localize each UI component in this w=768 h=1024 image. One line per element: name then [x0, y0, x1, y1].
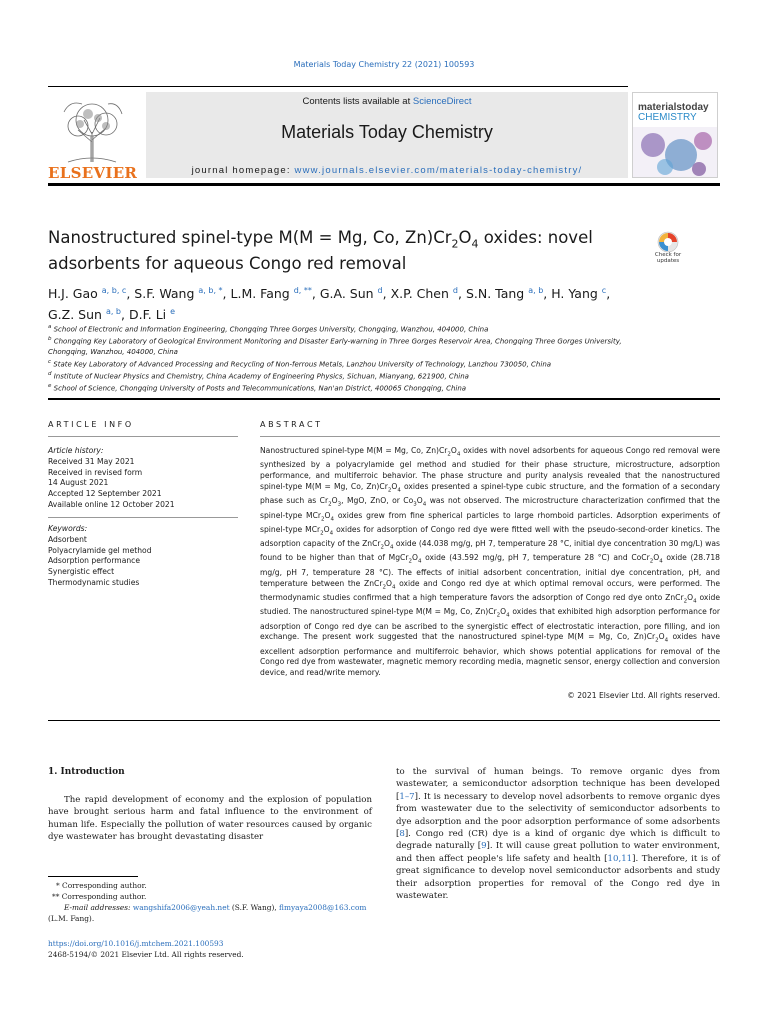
- text-segment: , MgO, ZnO, or Co: [341, 496, 414, 506]
- author[interactable]: [129, 307, 175, 322]
- author[interactable]: [134, 286, 222, 301]
- citation-link[interactable]: 9: [481, 841, 487, 852]
- email-link[interactable]: flmyaya2008@163.com: [279, 903, 367, 912]
- text-segment: oxide (44.038 mg/g, pH 7, temperature 28 °C, initial dye concentration 30 mg/L) was found to be higher than that of MgCr: [260, 539, 720, 563]
- masthead-top-rule: [48, 86, 628, 87]
- email-link[interactable]: wangshifa2006@yeah.net: [132, 903, 230, 912]
- affiliation-key: a: [48, 324, 52, 330]
- text-segment: oxides with novel adsorbents for aqueous Congo red removal were synthesized by a polyacrylamide gel method and studied for their phase structure, microstructure, adsorption performance, and multiferroic behavior. The phase structure and purity analysis revealed that the nanostructured spinel-type M(M = Mg, Co, Zn)Cr: [260, 446, 720, 491]
- abstract-subscript: 4: [664, 637, 669, 644]
- text-segment: O: [687, 592, 694, 602]
- text-segment: oxide (43.592 mg/g, pH 7, temperature 28 °C) and CoCr: [421, 553, 650, 563]
- abstract-subscript: 4: [330, 516, 334, 523]
- keywords-rule: [48, 517, 238, 518]
- footnote-rule: [48, 876, 138, 877]
- title-subscript: 4: [471, 237, 479, 251]
- keywords-label: Keywords:: [48, 524, 88, 533]
- author-name: G.A. Sun: [319, 286, 374, 302]
- abstract-subscript: 4: [390, 544, 394, 551]
- journal-title: Materials Today Chemistry: [281, 122, 493, 142]
- abstract-text: [260, 446, 720, 679]
- author[interactable]: [48, 286, 126, 301]
- author-affiliation-marker[interactable]: a, b, c: [101, 286, 127, 295]
- doi-link[interactable]: https://doi.org/10.1016/j.mtchem.2021.100593: [48, 939, 224, 948]
- text-segment: Nanostructured spinel-type M(M = Mg, Co, Zn)Cr: [260, 446, 448, 455]
- author[interactable]: [231, 286, 312, 301]
- abstract-subscript: 4: [659, 558, 663, 565]
- text-segment: O: [331, 496, 338, 506]
- keyword-item: Thermodynamic studies: [48, 577, 140, 587]
- journal-masthead: [48, 86, 720, 184]
- text-segment: oxides that exhibited high adsorption performance for adsorption of Congo red dye can be ascribed to the synergistic effect of electrostatic interaction, pore filling, and ion exchange. The present work suggested that the nanostructured spinel-type M(M = Mg, Co, Zn)Cr: [260, 607, 720, 642]
- text-segment: O: [323, 524, 330, 534]
- abstract-heading: ABSTRACT: [260, 420, 323, 429]
- affiliation-text: School of Electronic and Information Engineering, Chongqing Three Gorges University, Chongqing, Wanzhou, 404000, China: [53, 325, 489, 334]
- text-segment: oxides grew from fine spherical particles to large rhomboid particles. Adsorption experiments of spinel-type MCr: [260, 510, 721, 534]
- abstract-subscript: 2: [382, 584, 386, 591]
- affiliation-item: [48, 357, 648, 369]
- doi-block: [48, 938, 244, 960]
- email-owner: (L.M. Fang).: [48, 914, 95, 923]
- affiliation-text: State Key Laboratory of Advanced Processing and Recycling of Non-ferrous Metals, Lanzhou University of Technology, Lanzhou 730050, China: [53, 359, 552, 368]
- author-name: D.F. Li: [128, 307, 167, 323]
- section-divider: [48, 720, 720, 721]
- abstract-subscript: 3: [337, 501, 342, 508]
- footnote-corresponding: ** Corresponding author.: [52, 892, 147, 901]
- introduction-left-column: The rapid development of economy and the explosion of population have brought serious harm and fatal influence to the environment of human life. Especially the pollution of water resources caused by organic dye wastewater has brought devastating disaster: [48, 795, 372, 843]
- abstract-subscript: 2: [328, 501, 332, 508]
- author-affiliation-marker[interactable]: d: [452, 286, 458, 295]
- history-item: Accepted 12 September 2021: [48, 489, 162, 499]
- author-affiliation-marker[interactable]: d, **: [293, 286, 312, 295]
- affiliation-text: Chongqing Key Laboratory of Geological Environment Monitoring and Disaster Early-warning in Three Gorges Reservoir Area, Chongqing Three Gorges University, Chongqing, Wanzhou, 404000, China: [48, 337, 622, 356]
- issn-copyright: 2468-5194/© 2021 Elsevier Ltd. All rights reserved.: [48, 950, 244, 959]
- abstract-subscript: 4: [391, 584, 396, 591]
- affiliations: [48, 322, 648, 394]
- author-affiliation-marker[interactable]: a, b: [105, 307, 122, 317]
- article-info-rule: [48, 436, 238, 437]
- abstract-subscript: 2: [496, 612, 501, 619]
- author[interactable]: [320, 286, 383, 301]
- author-affiliation-marker[interactable]: c: [601, 286, 607, 295]
- text-segment: O: [500, 607, 507, 617]
- affiliation-key: b: [48, 336, 52, 343]
- history-label: Article history:: [48, 446, 104, 455]
- title-text: oxides: novel adsorbents for aqueous Congo red removal: [48, 228, 593, 274]
- citation-link[interactable]: 1–7: [399, 791, 415, 802]
- abstract-subscript: 4: [422, 501, 427, 508]
- article-title: [48, 228, 618, 274]
- author-affiliation-marker[interactable]: a, b, *: [198, 286, 223, 295]
- abstract-copyright: © 2021 Elsevier Ltd. All rights reserved.: [567, 691, 720, 700]
- author-name: H. Yang: [551, 286, 598, 302]
- masthead-center-panel: [146, 92, 628, 178]
- affiliation-item: [48, 334, 648, 356]
- affiliation-item: [48, 369, 648, 381]
- author-affiliation-marker[interactable]: d: [377, 286, 383, 295]
- affiliation-key: c: [48, 358, 52, 365]
- introduction-heading: 1. Introduction: [48, 767, 125, 777]
- abstract-subscript: 2: [447, 451, 451, 458]
- text-segment: O: [391, 481, 398, 491]
- text-segment: O: [658, 632, 665, 642]
- history-item: Received in revised form: [48, 467, 143, 477]
- keywords: [48, 524, 238, 589]
- author-name: S.N. Tang: [465, 286, 525, 302]
- author-name: X.P. Chen: [390, 286, 449, 302]
- text-segment: O: [411, 553, 418, 563]
- affiliation-key: d: [48, 370, 52, 377]
- text-segment: O: [324, 510, 331, 520]
- abstract-subscript: 2: [387, 487, 392, 494]
- footnote-corresponding: * Corresponding author.: [56, 881, 147, 890]
- email-label: E-mail addresses:: [64, 903, 133, 912]
- author-name: G.Z. Sun: [48, 307, 102, 323]
- text-segment: oxide studied. The nanostructured spinel-type M(M = Mg, Co, Zn)Cr: [260, 592, 720, 617]
- check-for-updates-label[interactable]: Check for updates: [654, 252, 682, 264]
- text-segment: oxide and Congo red dye at which optimal removal occurs, were performed. The thermodynamic studies confirmed that a high temperature favors the adsorption of Congo red dye onto ZnCr: [260, 578, 720, 602]
- affiliation-item: [48, 322, 648, 334]
- text-segment: O: [450, 446, 457, 455]
- text-segment: oxides for adsorption of Congo red dye were fitted well with the pseudo-second-order kinetics. The adsorption capacity of the ZnCr: [260, 524, 720, 549]
- author-name: L.M. Fang: [230, 286, 290, 302]
- text-segment: oxides have excellent adsorption performance and multiferroic behavior, which shows potential applications for removal of the Congo red dye from wastewater, magnetic memory recording media, magnetic sensor, energy collection and conversion device, and read/write memory.: [260, 632, 720, 678]
- abstract-subscript: 4: [329, 530, 334, 537]
- masthead-bottom-rule: [48, 183, 720, 186]
- contents-prefix: Contents lists available at: [302, 96, 413, 107]
- title-subscript: 2: [451, 237, 459, 251]
- abstract-subscript: 4: [456, 451, 461, 458]
- keyword-item: Polyacrylamide gel method: [48, 545, 152, 555]
- text-segment: O: [416, 496, 423, 506]
- history-item: 14 August 2021: [48, 478, 109, 488]
- text-segment: ]. It is necessary to develop novel adsorbents to remove organic dyes from wastewater due to the selectivity of semiconductor adsorbents to dye adsorption and the poor adsorption performance of some adsorbents [: [396, 791, 720, 840]
- abstract-subscript: 2: [655, 637, 659, 644]
- footnote-emails: [48, 902, 378, 913]
- author-list: H.J. Gao $^{a, b, c}$, S.F. Wang $^{a, b, *}$, L.M. Fang $^{d, **}$, G.A. Sun $^d$, X.P. Chen $^d$, S.N. Tang $^{a, b}$, H. Yang $^c$, G.Z. Sun $^{a, b}$, D.F. Li $^e$: [48, 286, 611, 323]
- text-segment: to the survival of human beings. To remove organic dyes from wastewater, a semiconductor adsorption technique has been developed [: [396, 767, 720, 802]
- journal-reference[interactable]: Materials Today Chemistry 22 (2021) 100593: [293, 60, 475, 69]
- affiliation-text: School of Science, Chongqing University of Posts and Telecommunications, Nan'an District, 400065 Chongqing, China: [53, 384, 467, 393]
- publisher-wordmark[interactable]: ELSEVIER: [48, 164, 138, 182]
- author[interactable]: [391, 286, 458, 301]
- abstract-subscript: 2: [649, 558, 654, 565]
- author-name: S.F. Wang: [134, 286, 195, 302]
- author-affiliation-marker[interactable]: e: [170, 307, 176, 317]
- affiliation-text: Institute of Nuclear Physics and Chemistry, China Academy of Engineering Physics, Sichuan, Mianyang, 621900, China: [53, 372, 469, 381]
- abstract-subscript: 2: [683, 598, 688, 605]
- affiliation-item: [48, 381, 648, 393]
- text-segment: oxides presented a spinel-type cubic structure, and the formation of a secondary phase such as Cr: [260, 481, 720, 506]
- affiliation-key: e: [48, 383, 52, 390]
- author-affiliation-marker[interactable]: a, b: [528, 286, 544, 295]
- text-segment: ]. Congo red (CR) dye is a kind of organic dye which is difficult to degrade naturally [: [396, 829, 720, 852]
- cover-title: materialstoday: [638, 102, 709, 113]
- abstract-subscript: 2: [380, 544, 385, 551]
- homepage-link[interactable]: www.journals.elsevier.com/materials-today-chemistry/: [294, 165, 583, 176]
- cover-subtitle: CHEMISTRY: [638, 112, 697, 123]
- abstract-subscript: 2: [408, 558, 412, 565]
- keyword-item: Adsorption performance: [48, 556, 141, 566]
- citation-link[interactable]: 8: [399, 829, 405, 840]
- introduction-right-column: [396, 766, 720, 902]
- abstract-rule: [260, 436, 720, 437]
- author[interactable]: [466, 286, 543, 301]
- text-segment: oxide (28.718 mg/g, pH 7, temperature 28 °C). The effects of initial adsorbent concentration, initial dye concentration, pH, and temperature between the ZnCr: [260, 553, 720, 588]
- cover-artwork-image: [633, 127, 718, 178]
- citation-link[interactable]: 10,11: [607, 853, 633, 864]
- abstract-subscript: 4: [693, 598, 697, 605]
- title-text: Nanostructured spinel-type M(M = Mg, Co, Zn)Cr: [48, 228, 452, 247]
- footnotes: [48, 880, 378, 924]
- history-item: Available online 12 October 2021: [48, 499, 175, 509]
- history-item: Received 31 May 2021: [48, 456, 135, 466]
- article-info-heading: ARTICLE INFO: [48, 420, 134, 429]
- text-segment: ]. It will cause great pollution to water environment, and then affect people's life safety and health [: [396, 841, 721, 864]
- text-segment: O: [385, 578, 392, 588]
- abstract-subscript: 3: [413, 501, 417, 508]
- journal-homepage: [146, 165, 628, 176]
- text-segment: O: [384, 539, 390, 549]
- abstract-subscript: 4: [506, 612, 510, 619]
- text-segment: O: [653, 553, 660, 563]
- keyword-item: Adsorbent: [48, 534, 87, 544]
- keyword-item: Synergistic effect: [48, 567, 115, 577]
- author[interactable]: [551, 286, 606, 301]
- contents-availability: [146, 96, 628, 107]
- abstract-subscript: 4: [417, 558, 422, 565]
- abstract-subscript: 2: [321, 516, 325, 523]
- text-segment: was not observed. The microstructure characterization confirmed that the spinel-type MCr: [260, 496, 720, 520]
- abstract-subscript: 2: [320, 530, 324, 537]
- homepage-label: journal homepage:: [191, 165, 295, 176]
- author[interactable]: [48, 307, 121, 322]
- section-divider: [48, 398, 720, 400]
- title-text: O: [458, 228, 472, 247]
- text-segment: ]. Therefore, it is of great significance to develop novel semiconductor adsorbents and study their adsorption properties for removal of the Congo red dye in wastewater.: [396, 853, 720, 902]
- sciencedirect-link[interactable]: ScienceDirect: [412, 96, 472, 107]
- author-name: H.J. Gao: [48, 286, 98, 302]
- abstract-subscript: 4: [397, 487, 401, 494]
- article-history: [48, 446, 238, 511]
- journal-cover-thumbnail[interactable]: [632, 92, 718, 178]
- email-owner: (S.F. Wang),: [229, 903, 280, 912]
